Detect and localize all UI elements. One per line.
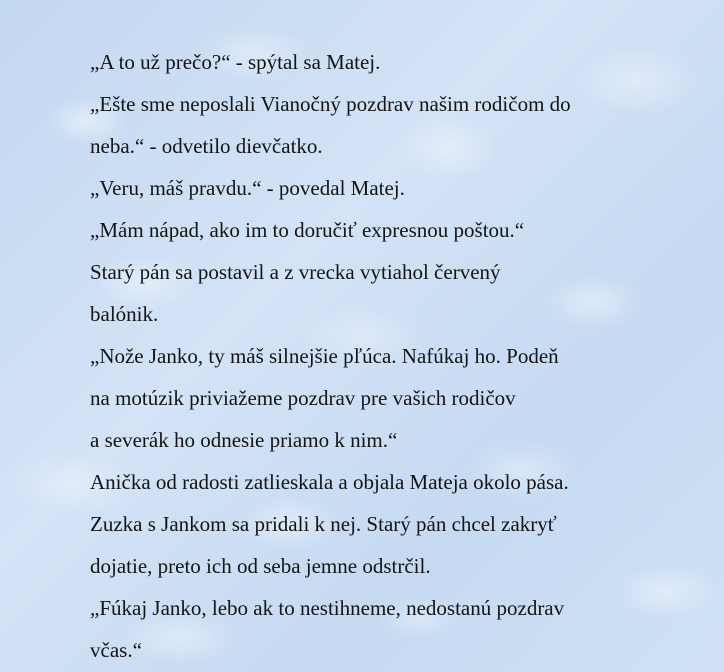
text-line-4: „Veru, máš pravdu.“ - povedal Matej. bbox=[90, 176, 405, 200]
text-line-15: včas.“ bbox=[90, 638, 142, 662]
text-line-5: „Mám nápad, ako im to doručiť expresnou poštou.“ bbox=[90, 218, 525, 242]
text-line-7: balónik. bbox=[90, 302, 159, 326]
text-line-8: „Nože Janko, ty máš silnejšie pľúca. Nafúkaj ho. Podeň bbox=[90, 344, 559, 368]
text-line-3: neba.“ - odvetilo dievčatko. bbox=[90, 134, 323, 158]
text-line-9: na motúzik priviažeme pozdrav pre vašich rodičov bbox=[90, 386, 516, 410]
text-line-6: Starý pán sa postavil a z vrecka vytiahol červený bbox=[90, 260, 501, 284]
text-line-14: „Fúkaj Janko, lebo ak to nestihneme, nedostanú pozdrav bbox=[90, 596, 565, 620]
text-line-1: „A to už prečo?“ - spýtal sa Matej. bbox=[90, 50, 381, 74]
text-line-2: „Ešte sme neposlali Vianočný pozdrav našim rodičom do bbox=[90, 92, 571, 116]
text-line-11: Anička od radosti zatlieskala a objala Mateja okolo pása. bbox=[90, 470, 569, 494]
story-text bbox=[90, 41, 710, 671]
text-line-12: Zuzka s Jankom sa pridali k nej. Starý pán chcel zakryť bbox=[90, 512, 557, 536]
text-line-10: a severák ho odnesie priamo k nim.“ bbox=[90, 428, 398, 452]
text-line-13: dojatie, preto ich od seba jemne odstrčil. bbox=[90, 554, 431, 578]
